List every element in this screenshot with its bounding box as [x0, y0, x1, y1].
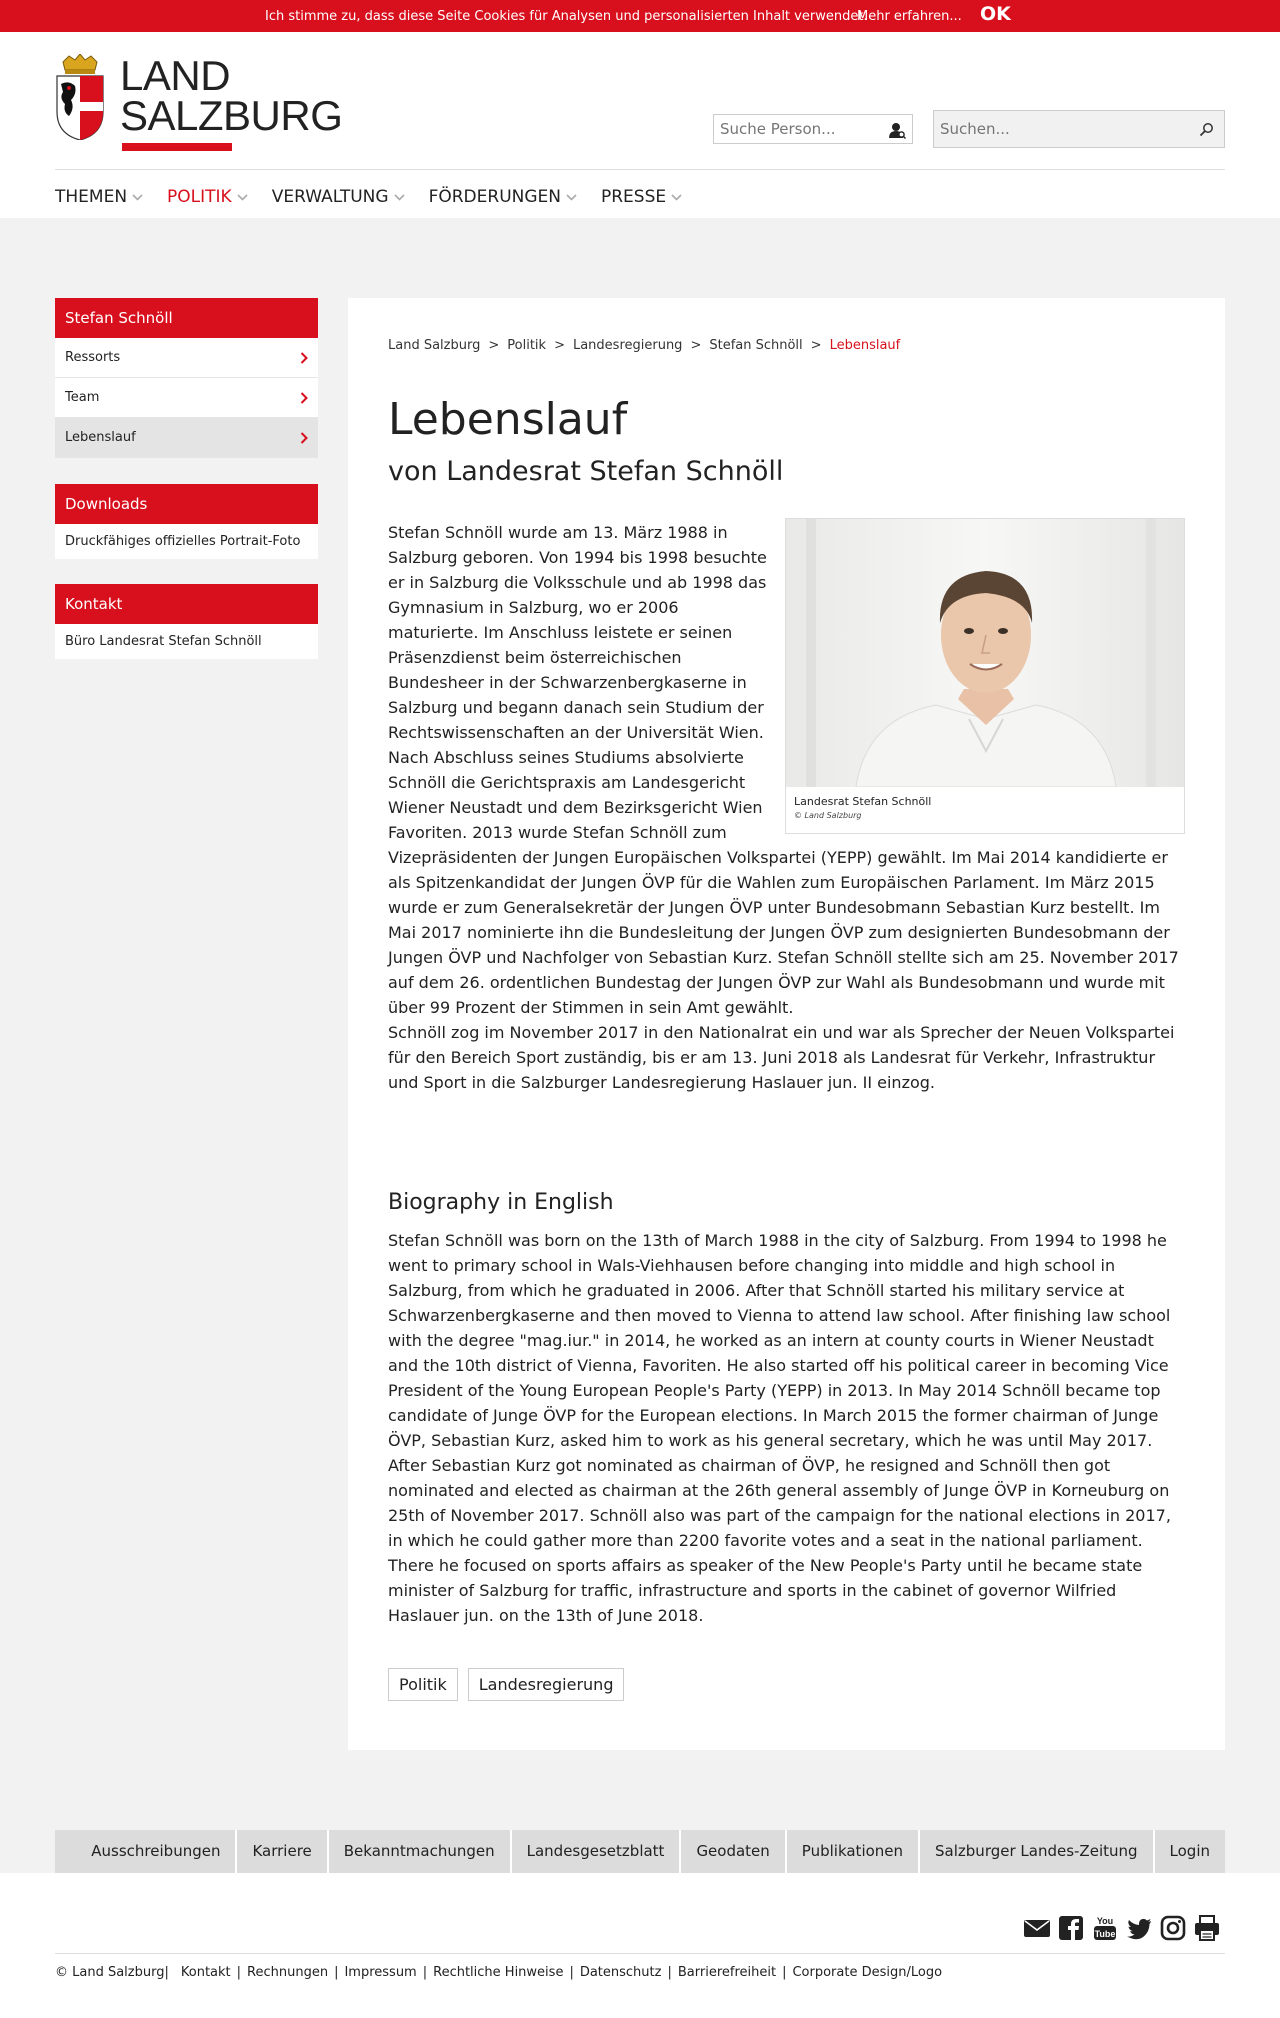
site-search	[933, 110, 1225, 148]
facebook-icon[interactable]	[1056, 1913, 1086, 1943]
legal-link-rechtliche-hinweise[interactable]: Rechtliche Hinweise	[433, 1965, 564, 1980]
legal-link-rechnungen[interactable]: Rechnungen	[247, 1965, 329, 1980]
chevron-down-icon	[671, 194, 682, 201]
footer-divider	[55, 1953, 1225, 1954]
portrait-copyright: © Land Salzburg	[794, 811, 862, 820]
legal-link-datenschutz[interactable]: Datenschutz	[579, 1965, 662, 1980]
chevron-down-icon	[237, 194, 248, 201]
tag-list	[388, 1668, 634, 1701]
sidebar-item-label: Ressorts	[65, 350, 121, 365]
legal-link-corporate-design[interactable]: Corporate Design/Logo	[792, 1965, 943, 1980]
nav-politik[interactable]	[167, 182, 248, 212]
footer-link-login[interactable]: Login	[1153, 1830, 1225, 1873]
biography-english-heading: Biography in English	[388, 1190, 614, 1215]
person-search-input[interactable]	[720, 120, 880, 138]
breadcrumb-current: Lebenslauf	[829, 338, 901, 353]
sidebar-downloads-title: Downloads	[55, 484, 318, 524]
svg-text:Tube: Tube	[1094, 1929, 1116, 1939]
portrait-caption: Landesrat Stefan Schnöll	[794, 795, 932, 808]
footer-link-landes-zeitung[interactable]: Salzburger Landes-Zeitung	[918, 1830, 1153, 1873]
portrait-photo[interactable]	[786, 519, 1184, 787]
site-footer	[0, 1873, 1280, 2018]
footer-link-ausschreibungen[interactable]: Ausschreibungen	[91, 1842, 221, 1860]
tag-landesregierung[interactable]: Landesregierung	[468, 1668, 625, 1701]
biography-english-text: Stefan Schnöll was born on the 13th of March 1988 in the city of Salzburg. From 1994 to 1998 he went to primary school in Wals-Viehhausen before changing into middle and high school in Salzburg, from which he graduated in 2006. After that Schnöll started his military service at Schwarzenbergkaserne and then moved to Vienna to attend law school. After finishing law school with the degree "mag.iur." in 2014, he worked as an intern at county courts in Wiener Neustadt and the 10th district of Vienna, Favoriten. He also started off his political career in becoming Vice President of the Young European People's Party (YEPP) in 2013. In May 2014 Schnöll became top candidate of Junge ÖVP for the European elections. In March 2015 the former chairman of Junge ÖVP, Sebastian Kurz, asked him to work as his general secretary, which he was until May 2017. After Sebastian Kurz got nominated as chairman of ÖVP, he resigned and Schnöll then got nominated and elected as chairman at the 26th general assembly of Junge ÖVP in Korneuburg on 25th of November 2017. Schnöll also was part of the campaign for the national elections in 2017, in which he could gather more than 2200 favorite votes and a seat in the national parliament. There he focused on sports affairs as speaker of the New People's Party until he became state minister of Salzburg for traffic, infrastructure and sports in the cabinet of governor Wilfried Haslauer jun. on the 13th of June 2018.	[388, 1231, 1171, 1625]
nav-themen[interactable]	[55, 182, 143, 212]
footer-link-geodaten[interactable]: Geodaten	[679, 1830, 784, 1873]
legal-link-barrierefreiheit[interactable]: Barrierefreiheit	[677, 1965, 777, 1980]
person-search-icon[interactable]	[888, 121, 906, 139]
footer-link-karriere[interactable]: Karriere	[235, 1830, 326, 1873]
kontakt-office-link[interactable]: Büro Landesrat Stefan Schnöll	[65, 634, 262, 649]
download-portrait-link[interactable]: Druckfähiges offizielles Portrait-Foto	[65, 534, 301, 549]
breadcrumb: Land Salzburg > Politik > Landesregierung > Stefan Schnöll > Lebenslauf	[388, 338, 901, 353]
chevron-down-icon	[394, 194, 405, 201]
nav-label: PRESSE	[600, 187, 667, 207]
coat-of-arms-icon	[55, 54, 105, 140]
nav-foerderungen[interactable]	[429, 182, 577, 212]
main-nav	[55, 182, 706, 212]
footer-link-bekanntmachungen[interactable]: Bekanntmachungen	[327, 1830, 510, 1873]
nav-label: FÖRDERUNGEN	[428, 187, 561, 207]
chevron-right-icon	[300, 392, 308, 404]
social-links	[1018, 1913, 1222, 1943]
cookie-text: Ich stimme zu, dass diese Seite Cookies für Analysen und personalisierten Inhalt verwendet.	[265, 9, 868, 24]
cookie-ok-button[interactable]: OK	[980, 3, 1011, 25]
logo-underline	[122, 143, 232, 151]
legal-link-kontakt[interactable]: Kontakt	[180, 1965, 231, 1980]
chevron-down-icon	[566, 194, 577, 201]
instagram-icon[interactable]	[1158, 1913, 1188, 1943]
breadcrumb-item[interactable]: Land Salzburg	[388, 338, 481, 353]
main-content	[348, 298, 1225, 1750]
search-icon[interactable]	[1199, 122, 1214, 137]
nav-label: THEMEN	[55, 187, 128, 207]
print-icon[interactable]	[1192, 1913, 1222, 1943]
header-divider	[55, 169, 1225, 170]
breadcrumb-item[interactable]: Landesregierung	[572, 338, 683, 353]
nav-label: VERWALTUNG	[271, 187, 389, 207]
chevron-right-icon	[300, 352, 308, 364]
logo-line2: SALZBURG	[120, 92, 343, 139]
biography-paragraph-1: Stefan Schnöll wurde am 13. März 1988 in Salzburg geboren. Von 1994 bis 1998 besuchte er in Salzburg die Volksschule und ab 1998 das Gymnasium in Salzburg, wo er 2006 maturierte. Im Anschluss leistete er seinen Präsenzdienst beim österreichischen Bundesheer in der Schwarzenbergkaserne in Salzburg und begann danach sein Studium der Rechtswissenschaften an der Universität Wien. Nach Abschluss seines Studiums absolvierte Schnöll die Gerichtspraxis am Landesgericht Wiener Neustadt und dem Bezirksgericht Wien Favoriten. 2013 wurde Stefan Schnöll zum Vizepräsidenten der Jungen Europäischen Volkspartei (YEPP) gewählt. Im Mai 2014 kandidierte er als Spitzenkandidat der Jungen ÖVP für die Wahlen zum Europäischen Parlament. Im März 2015 wurde er zum Generalsekretär der Jungen ÖVP unter Bundesobmann Sebastian Kurz bestellt. Im Mai 2017 nominierte ihn die Bundesleitung der Jungen ÖVP zum designierten Bundesobmann der Jungen ÖVP und Nachfolger von Sebastian Kurz. Stefan Schnöll stellte sich am 25. November 2017 auf dem 26. ordentlichen Bundestag der Jungen ÖVP zur Wahl als Bundesobmann und wurde mit über 99 Prozent der Stimmen in sein Amt gewählt.	[388, 523, 1179, 1017]
sidebar-kontakt	[55, 584, 318, 659]
breadcrumb-item[interactable]: Stefan Schnöll	[709, 338, 803, 353]
sidebar-downloads	[55, 484, 318, 559]
sidebar-person-title[interactable]: Stefan Schnöll	[55, 298, 318, 338]
svg-text:You: You	[1096, 1916, 1114, 1926]
cookie-more-link[interactable]: Mehr erfahren...	[857, 9, 962, 24]
portrait-figure	[785, 518, 1185, 834]
site-search-input[interactable]	[940, 120, 1180, 138]
page-subtitle: von Landesrat Stefan Schnöll	[388, 456, 784, 487]
chevron-down-icon	[132, 194, 143, 201]
page-title: Lebenslauf	[388, 394, 628, 445]
sidebar-item-label: Team	[65, 390, 100, 405]
site-logo[interactable]	[55, 52, 343, 154]
sidebar-item-lebenslauf[interactable]	[55, 418, 318, 458]
nav-label: POLITIK	[167, 187, 232, 207]
legal-link-impressum[interactable]: Impressum	[344, 1965, 417, 1980]
biography-german	[388, 520, 1185, 1095]
person-search	[713, 114, 913, 144]
footer-copyright: © Land Salzburg	[55, 1965, 165, 1980]
sidebar-item-ressorts[interactable]	[55, 338, 318, 378]
chevron-right-icon	[300, 432, 308, 444]
breadcrumb-item[interactable]: Politik	[507, 338, 547, 353]
nav-verwaltung[interactable]	[272, 182, 405, 212]
logo-wordmark	[120, 52, 343, 139]
twitter-icon[interactable]	[1124, 1913, 1154, 1943]
mail-icon[interactable]	[1022, 1913, 1052, 1943]
sidebar-person	[55, 298, 318, 458]
nav-presse[interactable]	[601, 182, 682, 212]
logo-line1: LAND	[120, 52, 231, 99]
youtube-icon[interactable]	[1090, 1913, 1120, 1943]
sidebar-item-team[interactable]	[55, 378, 318, 418]
site-header	[0, 32, 1280, 218]
legal-links: © Land Salzburg| Kontakt | Rechnungen | Impressum | Rechtliche Hinweise | Datenschutz | Barrierefreiheit | Corporate Design/Logo	[55, 1965, 943, 1980]
tag-politik[interactable]: Politik	[388, 1668, 458, 1701]
footer-link-landesgesetzblatt[interactable]: Landesgesetzblatt	[510, 1830, 680, 1873]
footer-link-publikationen[interactable]: Publikationen	[785, 1830, 918, 1873]
cookie-bar	[0, 0, 1280, 32]
sidebar-kontakt-title: Kontakt	[55, 584, 318, 624]
sidebar-item-label: Lebenslauf	[65, 430, 136, 445]
footer-nav	[55, 1830, 1225, 1873]
biography-paragraph-2: Schnöll zog im November 2017 in den Nationalrat ein und war als Sprecher der Neuen Volkspartei für den Bereich Sport zuständig, bis er am 13. Juni 2018 als Landesrat für Verkehr, Infrastruktur und Sport in die Salzburger Landesregierung Haslauer jun. II einzog.	[388, 1023, 1175, 1092]
